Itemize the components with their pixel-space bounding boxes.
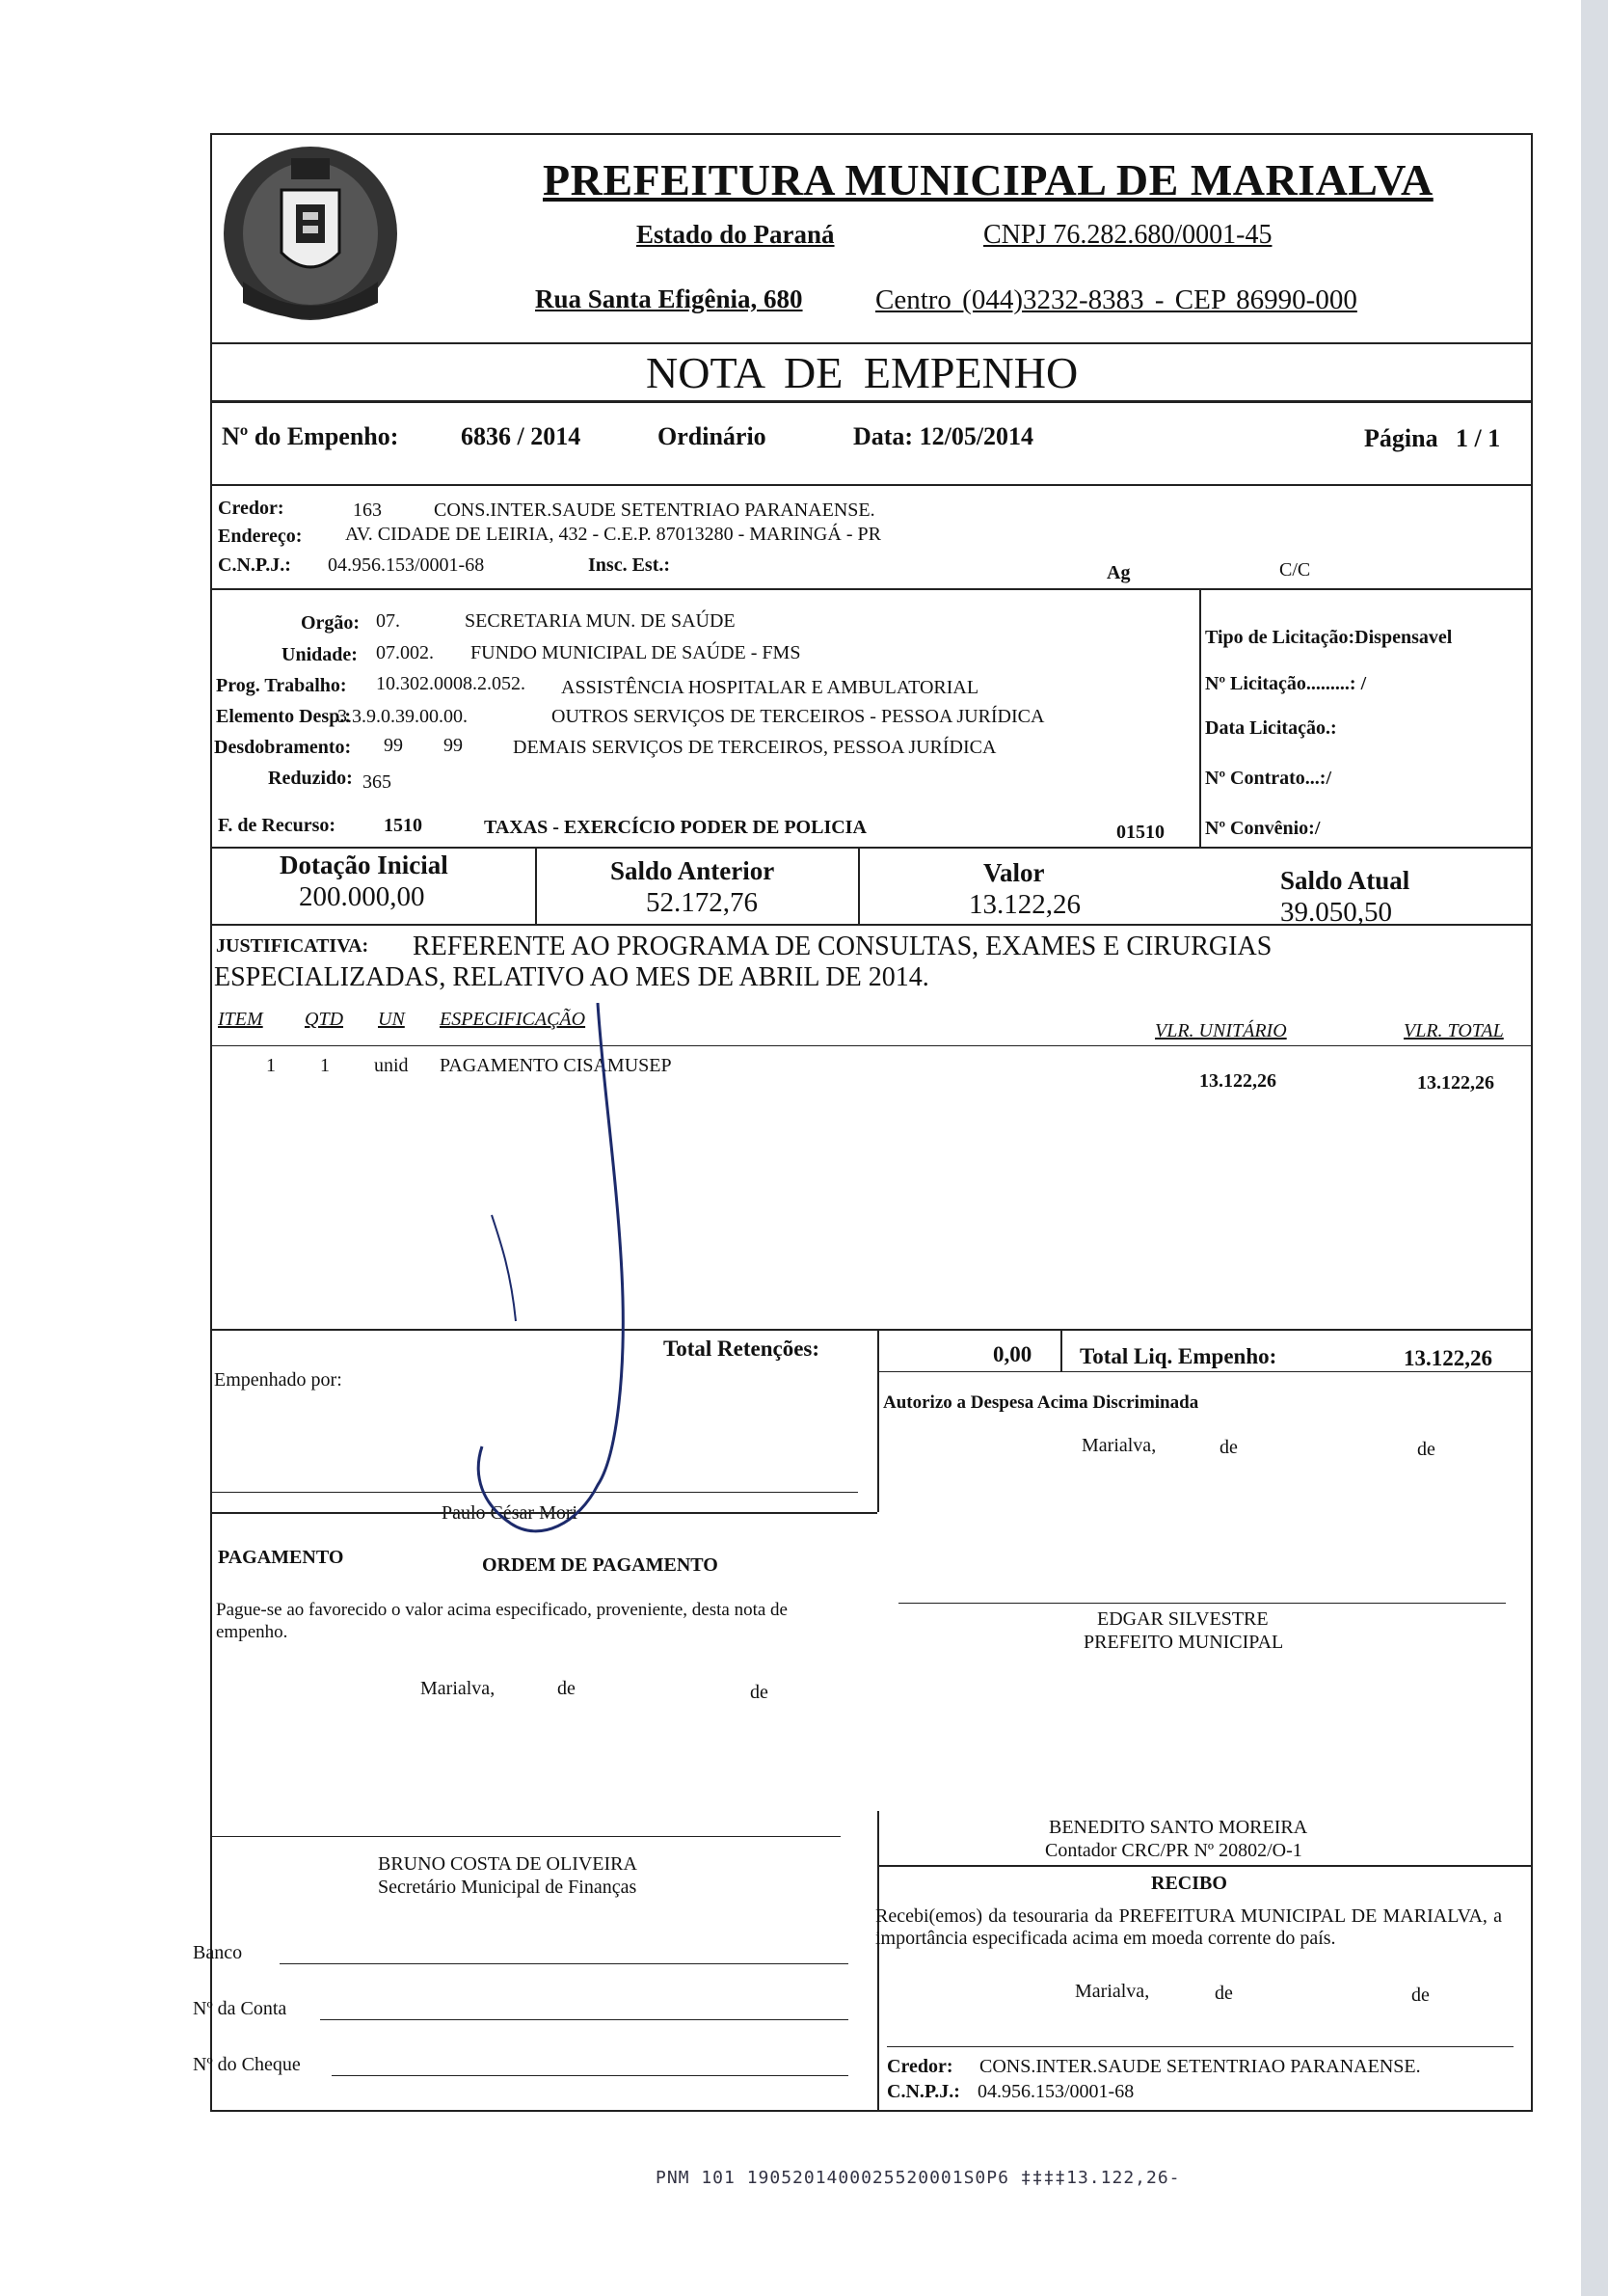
col-item: ITEM bbox=[218, 1009, 263, 1030]
ordem-pagamento: ORDEM DE PAGAMENTO bbox=[482, 1554, 718, 1576]
retencoes-valor: 0,00 bbox=[993, 1342, 1032, 1366]
credor-label: Credor: bbox=[218, 498, 284, 519]
signature-mark bbox=[434, 1003, 665, 1581]
recibo-cnpj-label: C.N.P.J.: bbox=[887, 2081, 960, 2102]
elem-desc: OUTROS SERVIÇOS DE TERCEIROS - PESSOA JURÍDICA bbox=[551, 706, 1045, 727]
desd-label: Desdobramento: bbox=[214, 737, 352, 758]
unidade-desc: FUNDO MUNICIPAL DE SAÚDE - FMS bbox=[470, 642, 801, 663]
empenho-numero: 6836 / 2014 bbox=[461, 422, 581, 450]
justificativa-linha1: REFERENTE AO PROGRAMA DE CONSULTAS, EXAMES E CIRURGIAS bbox=[413, 932, 1273, 961]
orgao-cod: 07. bbox=[376, 610, 400, 632]
fonte-num: 01510 bbox=[1116, 822, 1165, 843]
prefeito-nome: EDGAR SILVESTRE bbox=[1097, 1608, 1269, 1630]
credor-nome: CONS.INTER.SAUDE SETENTRIAO PARANAENSE. bbox=[434, 500, 875, 521]
retencoes-label: Total Retenções: bbox=[663, 1337, 820, 1361]
atual-label: Saldo Atual bbox=[1280, 866, 1410, 895]
prefeitura-title: PREFEITURA MUNICIPAL DE MARIALVA bbox=[543, 155, 1434, 204]
autorizo-despesa: Autorizo a Despesa Acima Discriminada bbox=[883, 1392, 1199, 1413]
secretario-cargo: Secretário Municipal de Finanças bbox=[378, 1877, 637, 1898]
desd-cod1: 99 bbox=[384, 735, 403, 756]
tipo-licitacao: Tipo de Licitação:Dispensavel bbox=[1205, 627, 1453, 648]
scan-edge bbox=[1581, 0, 1608, 2296]
liq-valor: 13.122,26 bbox=[1404, 1346, 1492, 1370]
dotacao-valor: 200.000,00 bbox=[299, 881, 425, 912]
contador-nome: BENEDITO SANTO MOREIRA bbox=[1049, 1817, 1308, 1838]
recibo-local: Marialva, bbox=[1075, 1981, 1150, 2002]
pagina-label: Página bbox=[1364, 424, 1438, 452]
reduz-cod: 365 bbox=[362, 771, 391, 793]
fonte-label: F. de Recurso: bbox=[218, 815, 336, 836]
pagamento-label: PAGAMENTO bbox=[218, 1547, 344, 1568]
unidade-label: Unidade: bbox=[281, 644, 358, 665]
reduz-label: Reduzido: bbox=[268, 768, 353, 789]
fonte-cod: 1510 bbox=[384, 815, 422, 836]
contato-prefeitura: Centro (044)3232-8383 - CEP 86990-000 bbox=[875, 284, 1357, 315]
credor-cnpj: 04.956.153/0001-68 bbox=[328, 554, 485, 576]
estado: Estado do Paraná bbox=[636, 220, 835, 249]
pague-se-texto: Pague-se ao favorecido o valor acima especificado, proveniente, desta nota de empenho. bbox=[216, 1600, 788, 1642]
row-item: 1 bbox=[266, 1055, 276, 1076]
col-especificacao: ESPECIFICAÇÃO bbox=[440, 1009, 586, 1030]
empenho-label: Nº do Empenho: bbox=[222, 422, 399, 450]
banco-label: Banco bbox=[193, 1942, 243, 1963]
cc-label: C/C bbox=[1279, 559, 1311, 581]
doc-title: NOTA DE EMPENHO bbox=[646, 348, 1079, 397]
justificativa-linha2: ESPECIALIZADAS, RELATIVO AO MES DE ABRIL DE 2014. bbox=[214, 962, 929, 992]
anterior-valor: 52.172,76 bbox=[646, 887, 758, 918]
orgao-desc: SECRETARIA MUN. DE SAÚDE bbox=[465, 610, 736, 632]
pagamento-local: Marialva, bbox=[420, 1678, 496, 1699]
row-qtd: 1 bbox=[320, 1055, 330, 1076]
contador-cargo: Contador CRC/PR Nº 20802/O-1 bbox=[1045, 1840, 1302, 1861]
prog-label: Prog. Trabalho: bbox=[216, 675, 347, 696]
elem-label: Elemento Desp.: bbox=[216, 706, 351, 727]
atual-valor: 39.050,50 bbox=[1280, 897, 1392, 928]
credor-codigo: 163 bbox=[353, 500, 382, 521]
col-un: UN bbox=[378, 1009, 405, 1030]
empenhador-nome: Paulo César Mori bbox=[442, 1502, 578, 1524]
data-licitacao: Data Licitação.: bbox=[1205, 717, 1337, 739]
coat-of-arms bbox=[214, 137, 407, 339]
nota-empenho-form bbox=[193, 133, 1533, 2112]
autorizo-de2: de bbox=[1417, 1439, 1435, 1460]
numero-convenio: Nº Convênio:/ bbox=[1205, 818, 1321, 839]
recibo-credor-label: Credor: bbox=[887, 2056, 953, 2077]
col-vlr-total: VLR. TOTAL bbox=[1404, 1020, 1504, 1041]
recibo-credor-nome: CONS.INTER.SAUDE SETENTRIAO PARANAENSE. bbox=[979, 2056, 1421, 2077]
endereco-label: Endereço: bbox=[218, 526, 303, 547]
cnpj-prefeitura: CNPJ 76.282.680/0001-45 bbox=[983, 220, 1273, 250]
valor-valor: 13.122,26 bbox=[969, 889, 1081, 920]
desd-cod2: 99 bbox=[443, 735, 463, 756]
conta-label: Nº da Conta bbox=[193, 1998, 287, 2019]
empenho-tipo: Ordinário bbox=[657, 422, 766, 450]
row-especificacao: PAGAMENTO CISAMUSEP bbox=[440, 1055, 672, 1076]
orgao-label: Orgão: bbox=[301, 612, 361, 634]
desd-desc: DEMAIS SERVIÇOS DE TERCEIROS, PESSOA JURÍDICA bbox=[513, 737, 997, 758]
empenhado-por: Empenhado por: bbox=[214, 1369, 342, 1391]
numero-licitacao: Nº Licitação.........: / bbox=[1205, 673, 1367, 694]
unidade-cod: 07.002. bbox=[376, 642, 434, 663]
recibo-texto: Recebi(emos) da tesouraria da PREFEITURA MUNICIPAL DE MARIALVA, a importância especificada acima em moeda corrente do país. bbox=[875, 1905, 1502, 1949]
insc-label: Insc. Est.: bbox=[588, 554, 671, 576]
col-vlr-unitario: VLR. UNITÁRIO bbox=[1155, 1020, 1287, 1041]
pagina-valor: 1 / 1 bbox=[1456, 424, 1501, 452]
prog-cod: 10.302.0008.2.052. bbox=[376, 673, 525, 694]
autorizo-local: Marialva, bbox=[1082, 1435, 1157, 1456]
row-un: unid bbox=[374, 1055, 409, 1076]
cnpj-label: C.N.P.J.: bbox=[218, 554, 291, 576]
pagamento-de2: de bbox=[750, 1682, 768, 1703]
valor-label: Valor bbox=[983, 858, 1045, 887]
liq-label: Total Liq. Empenho: bbox=[1080, 1344, 1277, 1368]
recibo-cnpj: 04.956.153/0001-68 bbox=[978, 2081, 1135, 2102]
recibo-de2: de bbox=[1411, 1985, 1430, 2006]
fonte-desc: TAXAS - EXERCÍCIO PODER DE POLICIA bbox=[484, 817, 867, 838]
prefeito-cargo: PREFEITO MUNICIPAL bbox=[1084, 1632, 1284, 1653]
justificativa-label: JUSTIFICATIVA: bbox=[216, 935, 369, 957]
recibo-de1: de bbox=[1215, 1983, 1233, 2004]
endereco-prefeitura: Rua Santa Efigênia, 680 bbox=[535, 284, 803, 313]
dotacao-label: Dotação Inicial bbox=[280, 851, 448, 879]
secretario-nome: BRUNO COSTA DE OLIVEIRA bbox=[378, 1853, 637, 1875]
empenho-data: Data: 12/05/2014 bbox=[853, 422, 1034, 450]
col-qtd: QTD bbox=[305, 1009, 344, 1030]
row-vlr-unitario: 13.122,26 bbox=[1199, 1070, 1276, 1092]
ag-label: Ag bbox=[1107, 562, 1131, 583]
recibo-label: RECIBO bbox=[1151, 1873, 1227, 1894]
anterior-label: Saldo Anterior bbox=[610, 856, 775, 885]
cheque-label: Nº do Cheque bbox=[193, 2054, 301, 2075]
row-vlr-total: 13.122,26 bbox=[1417, 1072, 1494, 1094]
autorizo-de1: de bbox=[1219, 1437, 1238, 1458]
footer-code: PNM 101 1905201400025520001S0P6 ‡‡‡‡13.122,26- bbox=[656, 2168, 1181, 2188]
numero-contrato: Nº Contrato...:/ bbox=[1205, 768, 1332, 789]
elem-cod: 3.3.9.0.39.00.00. bbox=[337, 706, 468, 727]
pagamento-de1: de bbox=[557, 1678, 576, 1699]
credor-endereco: AV. CIDADE DE LEIRIA, 432 - C.E.P. 87013280 - MARINGÁ - PR bbox=[345, 524, 881, 545]
prog-desc: ASSISTÊNCIA HOSPITALAR E AMBULATORIAL bbox=[561, 677, 979, 698]
